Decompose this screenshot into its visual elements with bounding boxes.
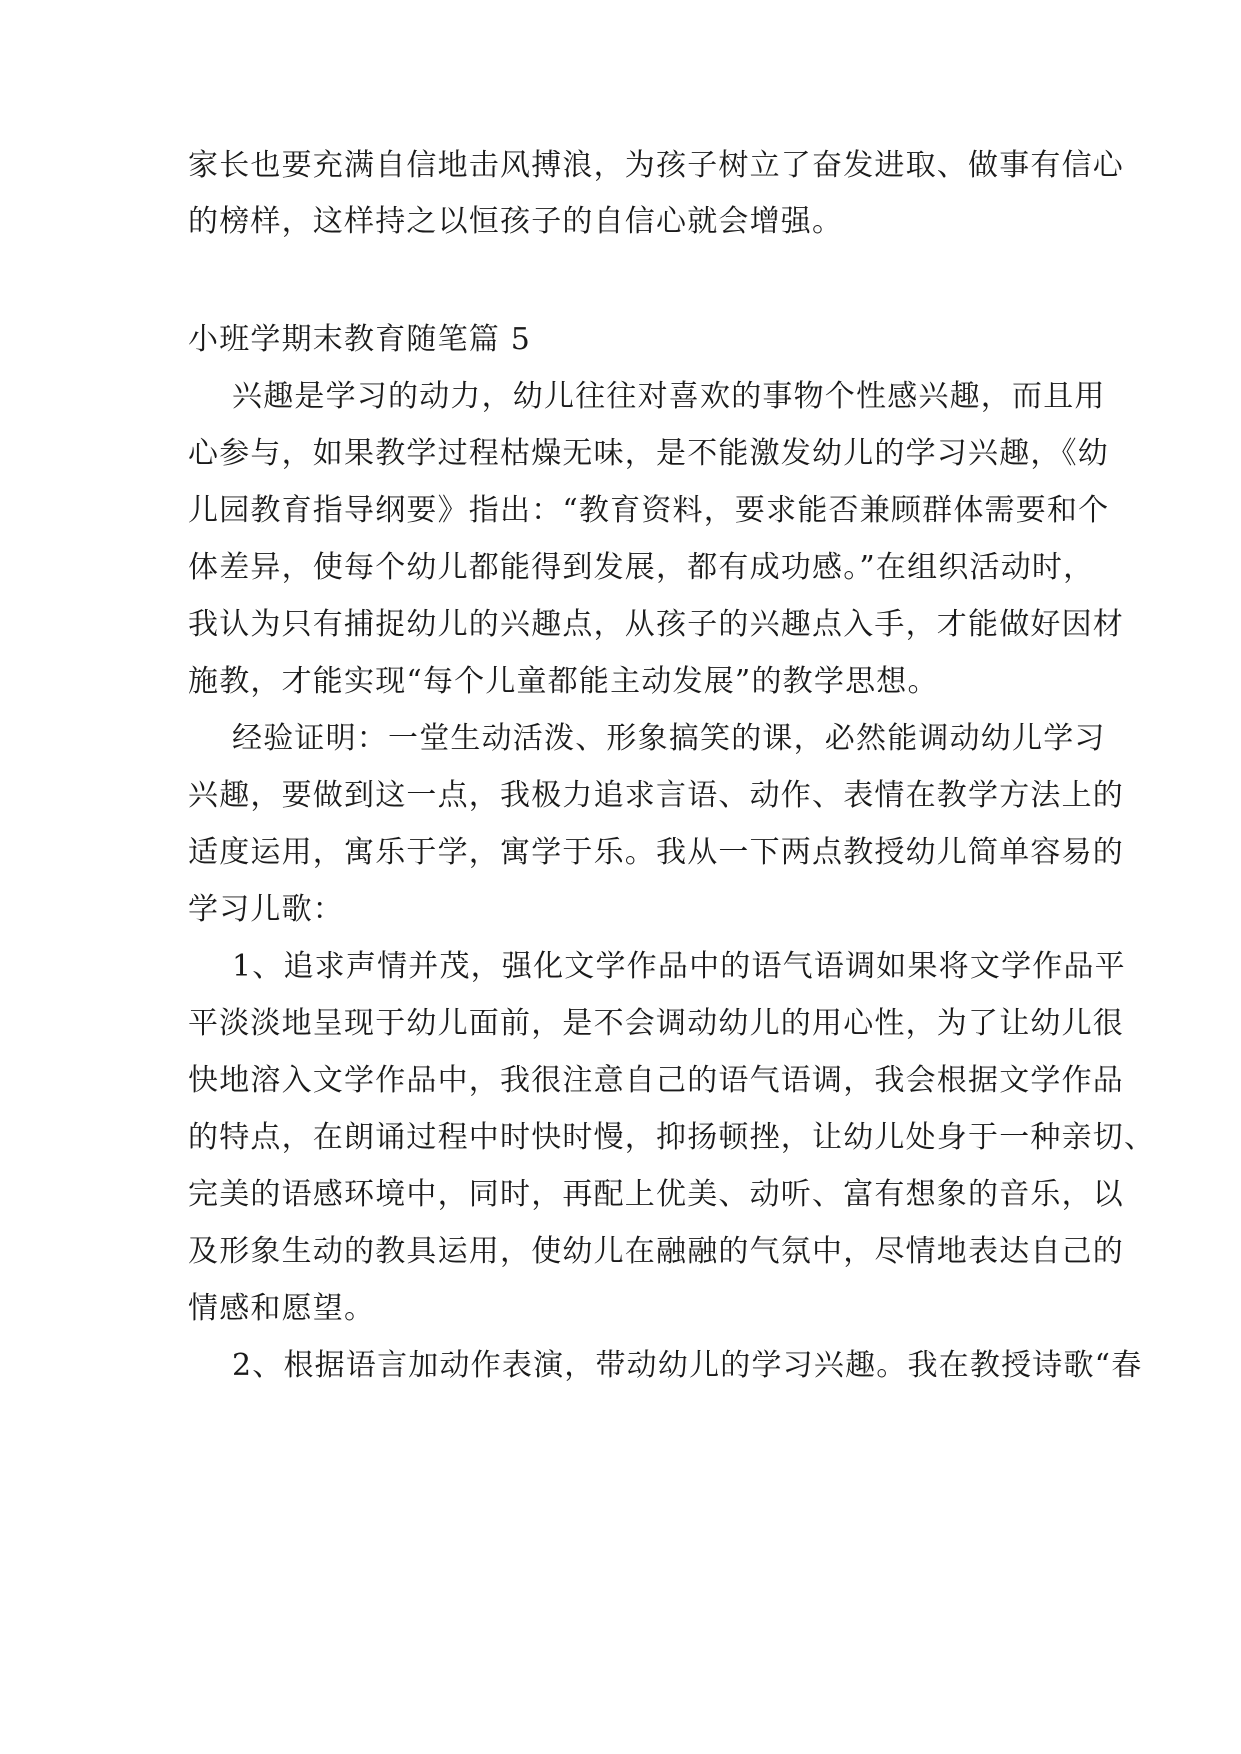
paragraph-2-line-3: 适度运用，寓乐于学，寓学于乐。我从一下两点教授幼儿简单容易的 xyxy=(188,835,1124,870)
paragraph-1-line-2: 心参与，如果教学过程枯燥无味，是不能激发幼儿的学习兴趣，《幼 xyxy=(188,436,1109,471)
paragraph-1-line-4: 体差异，使每个幼儿都能得到发展，都有成功感。”在组织活动时， xyxy=(188,550,1095,585)
continuation-line-2: 的榜样，这样持之以恒孩子的自信心就会增强。 xyxy=(188,204,844,239)
paragraph-1-line-5: 我认为只有捕捉幼儿的兴趣点，从孩子的兴趣点入手，才能做好因材 xyxy=(188,607,1124,642)
paragraph-3-line-1: 1、追求声情并茂，强化文学作品中的语气语调如果将文学作品平 xyxy=(232,949,1126,984)
continuation-line-1: 家长也要充满自信地击风搏浪，为孩子树立了奋发进取、做事有信心 xyxy=(188,148,1124,183)
paragraph-1-line-3: 儿园教育指导纲要》指出：“教育资料，要求能否兼顾群体需要和个 xyxy=(188,493,1110,528)
paragraph-2-line-1: 经验证明：一堂生动活泼、形象搞笑的课，必然能调动幼儿学习 xyxy=(232,721,1106,756)
paragraph-3-line-2: 平淡淡地呈现于幼儿面前，是不会调动幼儿的用心性，为了让幼儿很 xyxy=(188,1006,1124,1041)
paragraph-3-line-7: 情感和愿望。 xyxy=(188,1291,376,1326)
paragraph-2-line-4: 学习儿歌： xyxy=(188,892,344,927)
paragraph-3-line-6: 及形象生动的教具运用，使幼儿在融融的气氛中，尽情地表达自己的 xyxy=(188,1234,1124,1269)
paragraph-1-line-1: 兴趣是学习的动力，幼儿往往对喜欢的事物个性感兴趣，而且用 xyxy=(232,379,1106,414)
paragraph-2-line-2: 兴趣，要做到这一点，我极力追求言语、动作、表情在教学方法上的 xyxy=(188,778,1124,813)
paragraph-3-line-3: 快地溶入文学作品中，我很注意自己的语气语调，我会根据文学作品 xyxy=(188,1063,1124,1098)
paragraph-4-line-1: 2、根据语言加动作表演，带动幼儿的学习兴趣。我在教授诗歌“春 xyxy=(232,1348,1143,1383)
paragraph-3-line-5: 完美的语感环境中，同时，再配上优美、动听、富有想象的音乐，以 xyxy=(188,1177,1124,1212)
paragraph-1-line-6: 施教，才能实现“每个儿童都能主动发展”的教学思想。 xyxy=(188,664,939,699)
section-heading: 小班学期末教育随笔篇 5 xyxy=(188,322,532,357)
paragraph-3-line-4: 的特点，在朗诵过程中时快时慢，抑扬顿挫，让幼儿处身于一种亲切、 xyxy=(188,1120,1156,1155)
